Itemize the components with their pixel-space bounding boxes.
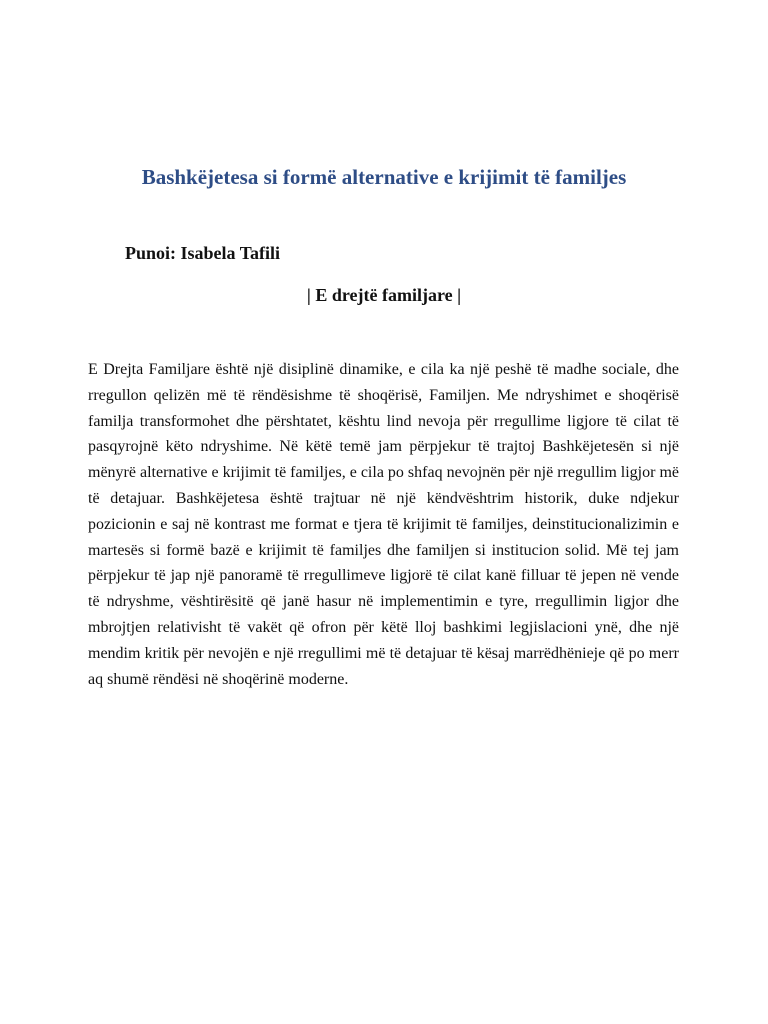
document-title: Bashkëjetesa si formë alternative e krijimit të familjes bbox=[141, 165, 627, 189]
abstract-paragraph: E Drejta Familjare është një disiplinë dinamike, e cila ka një peshë të madhe sociale, dhe rregullon qelizën më të rëndësishme të shoqërisë, Familjen. Me ndryshimet e shoqërisë familja transformohet dhe përshtatet, kështu lind nevoja për rregullime ligjore të cilat të pasqyrojnë këto ndryshime. Në këtë temë jam përpjekur të trajtoj Bashkëjetesën si një mënyrë alternative e krijimit të familjes, e cila po shfaq nevojnën për një rregullim ligjor më të detajuar. Bashkëjetesa është trajtuar në një këndvështrim historik, duke ndjekur pozicionin e saj në kontrast me format e tjera të krijimit të familjes, deinstitucionalizimin e martesës si formë bazë e krijimit të familjes dhe familjen si institucion solid. Më tej jam përpjekur të jap një panoramë të rregullimeve ligjorë të cilat kanë filluar të jepen në vende të ndryshme, vështirësitë që janë hasur në implementimin e tyre, rregullimin ligjor dhe mbrojtjen relativisht të vakët që ofron për këtë lloj bashkimi legjislacioni ynë, dhe një mendim kritik për nevojën e një rregullimi më të detajuar të kësaj marrëdhënieje që po merr aq shumë rëndësi në shoqërinë moderne. bbox=[88, 361, 679, 688]
subject-line: | E drejtë familjare | bbox=[306, 285, 462, 305]
author-line: Punoi: Isabela Tafili bbox=[125, 243, 281, 263]
